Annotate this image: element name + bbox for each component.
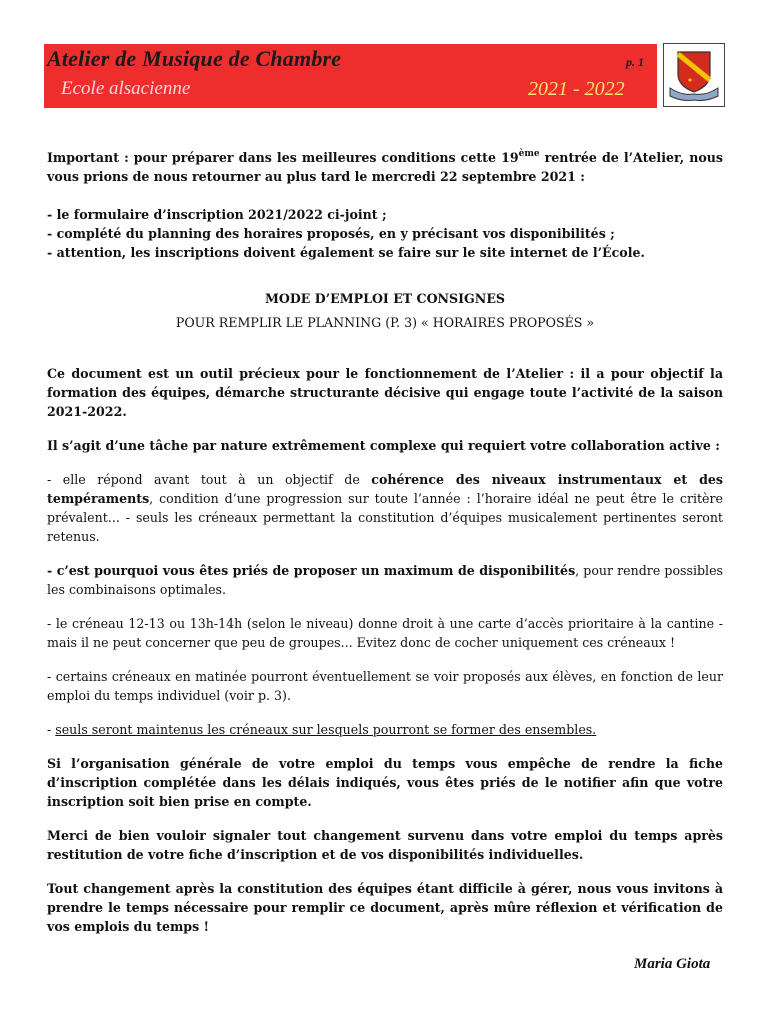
school-name: Ecole alsacienne: [61, 78, 191, 99]
list-item: - le formulaire d’inscription 2021/2022 ci-joint ;: [47, 207, 387, 222]
paragraph: Tout changement après la constitution des équipes étant difficile à gérer, nous vous invitons à prendre le temps nécessaire pour remplir ce document, après mûre réflexion et vérification de vos emplois du temps !: [47, 881, 723, 934]
paragraph: Si l’organisation générale de votre emploi du temps vous empêche de rendre la fiche d’inscription complétée dans les délais indiqués, vous êtes priés de le notifier afin que votre inscription soit bien prise en compte.: [47, 756, 723, 809]
school-year: 2021 - 2022: [528, 78, 625, 100]
paragraph: - le créneau 12-13 ou 13h-14h (selon le niveau) donne droit à une carte d’accès prioritaire à la cantine - mais il ne peut concerner que peu de groupes... Evitez donc de cocher uniquement ces créneaux !: [47, 616, 723, 650]
page-number: p. 1: [626, 55, 644, 69]
paragraph: Ce document est un outil précieux pour le fonctionnement de l’Atelier : il a pour objectif la formation des équipes, démarche structurante décisive qui engage toute l’activité de la saison 2021-2022.: [47, 366, 723, 419]
paragraph: Il s’agit d’une tâche par nature extrêmement complexe qui requiert votre collaboration active :: [47, 438, 720, 453]
document-title: Atelier de Musique de Chambre: [47, 46, 342, 71]
paragraph: Merci de bien vouloir signaler tout changement survenu dans votre emploi du temps après restitution de votre fiche d’inscription et de vos disponibilités individuelles.: [47, 828, 723, 862]
paragraph: - c’est pourquoi vous êtes priés de proposer un maximum de disponibilités, pour rendre possibles les combinaisons optimales.: [47, 563, 723, 597]
list-item: - attention, les inscriptions doivent également se faire sur le site internet de l’École.: [47, 245, 645, 260]
document-body: [47, 148, 723, 936]
intro-paragraph: Important : pour préparer dans les meilleures conditions cette 19ème rentrée de l’Atelier, nous vous prions de nous retourner au plus tard le mercredi 22 septembre 2021 :: [47, 149, 723, 184]
list-item: - complété du planning des horaires proposés, en y précisant vos disponibilités ;: [47, 226, 615, 241]
signature: Maria Giota: [634, 956, 711, 972]
section-subtitle: POUR REMPLIR LE PLANNING (P. 3) « HORAIRES PROPOSÉS »: [175, 315, 595, 330]
paragraph: - elle répond avant tout à un objectif de cohérence des niveaux instrumentaux et des tempéraments, condition d’une progression sur toute l’année : l’horaire idéal ne peut être le critère prévalent... - seuls les créneaux permettant la constitution d’équipes musicalement pertinentes seront retenus.: [47, 472, 724, 544]
crest-logo-icon: [663, 43, 725, 107]
paragraph: - certains créneaux en matinée pourront éventuellement se voir proposés aux élèves, en fonction de leur emploi du temps individuel (voir p. 3).: [47, 669, 723, 703]
section-title: MODE D’EMPLOI ET CONSIGNES: [264, 291, 506, 306]
paragraph: - seuls seront maintenus les créneaux sur lesquels pourront se former des ensembles.: [47, 722, 597, 737]
